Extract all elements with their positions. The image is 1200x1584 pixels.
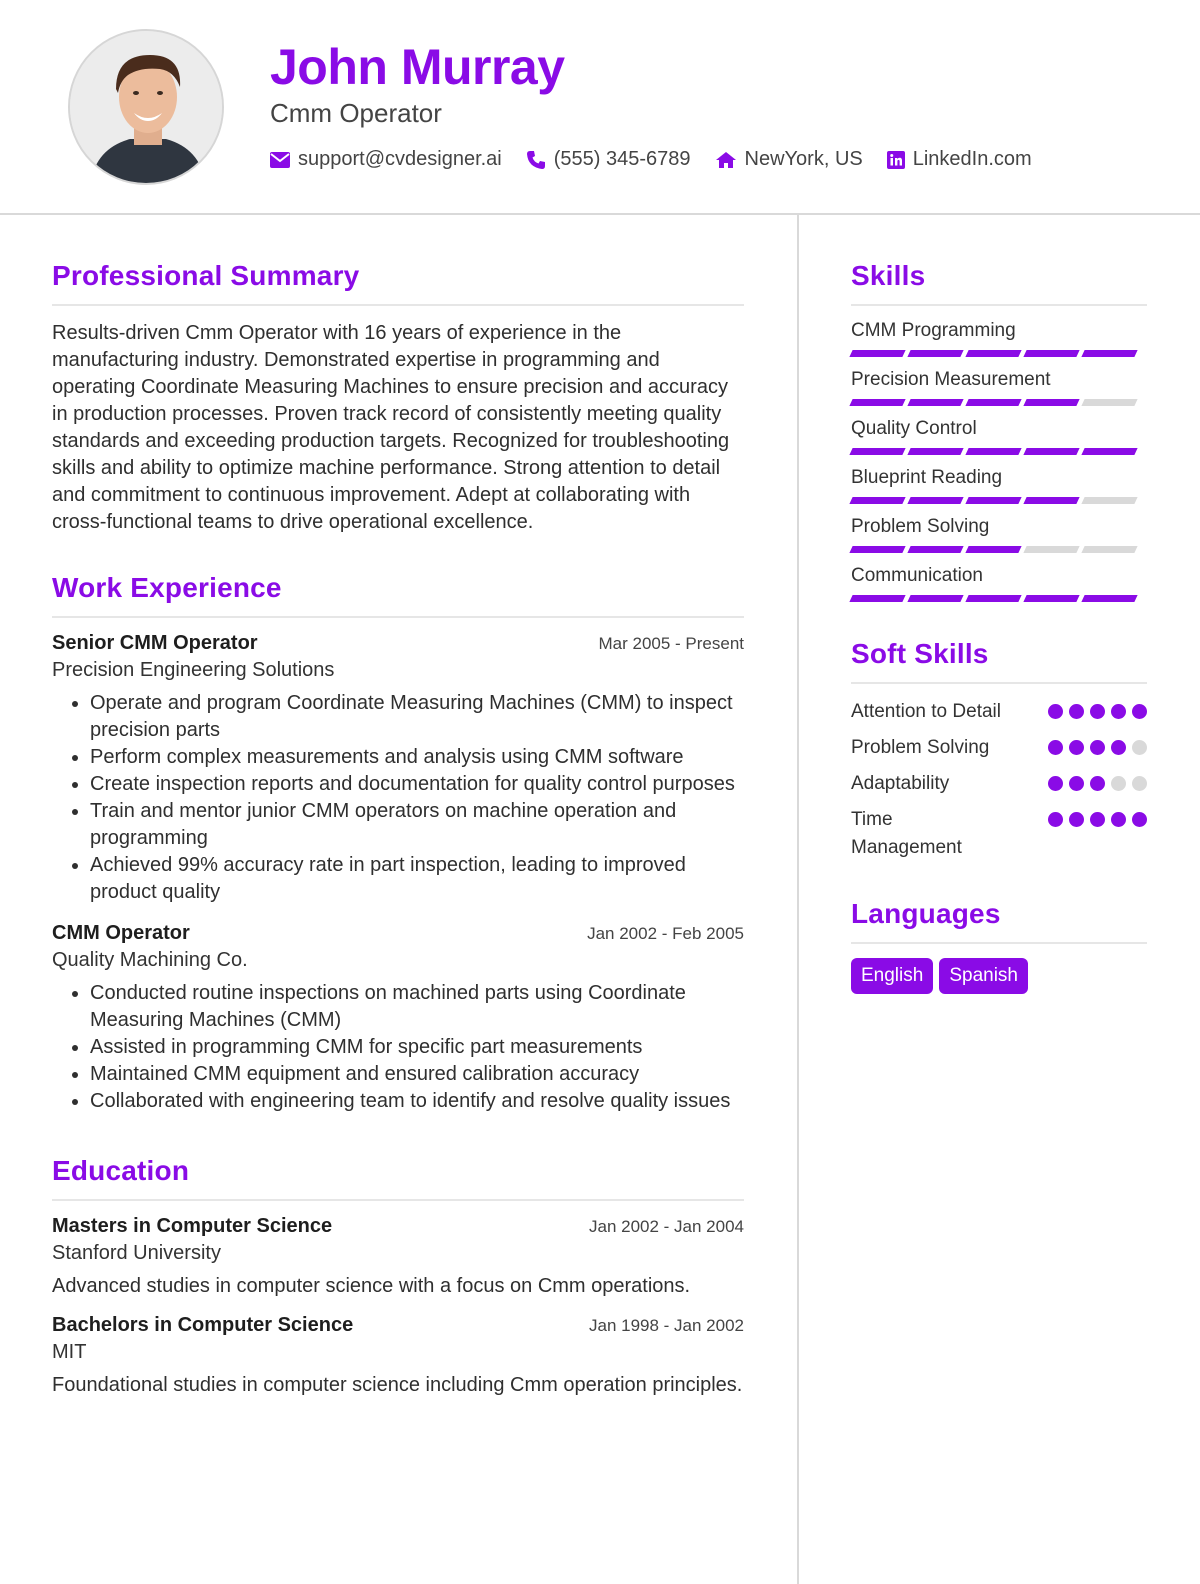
contact-linkedin[interactable]: [887, 148, 1032, 171]
skill-level-segment: [1023, 448, 1079, 455]
job-entry: [52, 632, 744, 906]
main-column: [52, 260, 744, 1413]
rating-dot: [1069, 776, 1084, 791]
skill-level-segment: [1023, 595, 1079, 602]
envelope-icon: [270, 152, 290, 168]
skill-level-segment: [1023, 350, 1079, 357]
soft-skill-rating: [1042, 776, 1147, 791]
rating-dot: [1132, 704, 1147, 719]
education-entry: [52, 1314, 744, 1399]
job-bullet: • Maintained CMM equipment and ensured calibration accuracy: [90, 1061, 744, 1088]
skill-level-segment: [849, 497, 905, 504]
job-bullet: • Operate and program Coordinate Measuring Machines (CMM) to inspect precision parts: [90, 690, 744, 744]
job-bullet: • Collaborated with engineering team to identify and resolve quality issues: [90, 1088, 744, 1115]
job-bullets: [52, 980, 744, 1115]
job-title: CMM Operator: [52, 922, 190, 944]
skill-level-segment: [907, 399, 963, 406]
skill-level-segment: [1081, 546, 1137, 553]
job-bullets: [52, 690, 744, 906]
soft-skill-rating: [1042, 740, 1147, 755]
skill-level-segment: [1081, 448, 1137, 455]
rating-dot: [1069, 812, 1084, 827]
rating-dot: [1132, 776, 1147, 791]
skill-level-bar: [851, 546, 1147, 553]
experience-section: [52, 572, 744, 1115]
skill-level-segment: [1023, 546, 1079, 553]
skills-section: [851, 260, 1147, 602]
education-description: Advanced studies in computer science with a focus on Cmm operations.: [52, 1275, 691, 1297]
rating-dot: [1132, 740, 1147, 755]
sidebar-column: [851, 260, 1147, 994]
soft-skill-name: Attention to Detail: [851, 701, 1001, 722]
skill-name: Problem Solving: [851, 516, 990, 537]
skill-level-bar: [851, 399, 1147, 406]
skill-level-segment: [1081, 350, 1137, 357]
job-bullet: • Perform complex measurements and analysis using CMM software: [90, 744, 744, 771]
skill-level-segment: [849, 448, 905, 455]
rating-dot: [1048, 704, 1063, 719]
soft-skill-item: [851, 770, 1147, 798]
skill-level-bar: [851, 350, 1147, 357]
job-entry: [52, 922, 744, 1115]
skill-name: Communication: [851, 565, 983, 586]
skill-level-segment: [965, 497, 1021, 504]
skill-level-bar: [851, 497, 1147, 504]
summary-section: [52, 260, 744, 536]
school-name: Stanford University: [52, 1242, 221, 1264]
skill-level-segment: [849, 350, 905, 357]
contact-phone[interactable]: [526, 148, 691, 171]
skill-item: [851, 320, 1147, 357]
column-divider: [797, 215, 799, 1584]
avatar: [68, 29, 224, 185]
resume-header: [0, 0, 1200, 215]
skill-level-segment: [965, 546, 1021, 553]
soft-skills-section: [851, 638, 1147, 862]
contact-location: [715, 148, 863, 171]
soft-skill-name: Time Management: [851, 809, 962, 858]
soft-skill-rating: [1042, 812, 1147, 827]
education-date: Jan 1998 - Jan 2002: [588, 1316, 744, 1335]
language-tag: English: [851, 958, 933, 994]
education-section: [52, 1155, 744, 1399]
skill-level-segment: [1081, 595, 1137, 602]
soft-skill-item: [851, 734, 1147, 762]
degree-title: Masters in Computer Science: [52, 1215, 333, 1237]
contact-phone-text: (555) 345-6789: [553, 148, 691, 170]
skill-level-segment: [849, 399, 905, 406]
rating-dot: [1090, 812, 1105, 827]
candidate-name: John Murray: [270, 39, 565, 95]
job-bullet: • Create inspection reports and documentation for quality control purposes: [90, 771, 744, 798]
soft-skill-item: [851, 698, 1147, 726]
soft-skill-name: Problem Solving: [851, 737, 990, 758]
soft-skills-list: [851, 698, 1147, 862]
skill-item: [851, 516, 1147, 553]
skills-list: [851, 320, 1147, 602]
school-name: MIT: [52, 1341, 87, 1363]
job-title: Senior CMM Operator: [52, 632, 258, 654]
education-date: Jan 2002 - Jan 2004: [588, 1217, 744, 1236]
skill-level-segment: [1023, 497, 1079, 504]
education-heading: Education: [52, 1155, 744, 1201]
summary-heading: Professional Summary: [52, 260, 744, 306]
rating-dot: [1132, 812, 1147, 827]
degree-title: Bachelors in Computer Science: [52, 1314, 354, 1336]
skill-name: Quality Control: [851, 418, 977, 439]
job-bullet: • Conducted routine inspections on machined parts using Coordinate Measuring Machines (CMM): [90, 980, 744, 1034]
job-date: Mar 2005 - Present: [598, 634, 744, 653]
job-bullet: • Assisted in programming CMM for specific part measurements: [90, 1034, 744, 1061]
skill-level-segment: [965, 350, 1021, 357]
summary-text: Results-driven Cmm Operator with 16 years of experience in the manufacturing industry. Demonstrated expertise in programming and operating Coordinate Measuring Machines to ensure precision and accuracy in production processes. Proven track record of consistently meeting quality standards and exceeding production targets. Recognized for troubleshooting skills and ability to optimize machine performance. Strong attention to detail and commitment to continuous improvement. Adept at collaborating with cross-functional teams to drive operational excellence.: [52, 322, 730, 533]
rating-dot: [1069, 740, 1084, 755]
education-entry: [52, 1215, 744, 1300]
soft-skill-item: [851, 806, 1147, 862]
phone-icon: [526, 150, 546, 170]
contact-email-text: support@cvdesigner.ai: [298, 148, 502, 170]
languages-heading: Languages: [851, 898, 1147, 944]
contact-list: [270, 148, 1056, 171]
skill-level-segment: [1023, 399, 1079, 406]
home-icon: [715, 151, 737, 169]
skill-level-bar: [851, 448, 1147, 455]
linkedin-icon: [887, 151, 905, 169]
rating-dot: [1090, 704, 1105, 719]
job-company: Quality Machining Co.: [52, 949, 248, 971]
skill-level-segment: [1081, 399, 1137, 406]
skill-level-segment: [965, 595, 1021, 602]
rating-dot: [1048, 740, 1063, 755]
rating-dot: [1111, 812, 1126, 827]
skill-name: CMM Programming: [851, 320, 1016, 341]
skill-item: [851, 369, 1147, 406]
contact-location-text: NewYork, US: [744, 148, 863, 170]
rating-dot: [1048, 776, 1063, 791]
soft-skill-rating: [1042, 704, 1147, 719]
skill-name: Precision Measurement: [851, 369, 1051, 390]
skill-level-segment: [907, 350, 963, 357]
language-tag: Spanish: [939, 958, 1028, 994]
soft-skills-heading: Soft Skills: [851, 638, 1147, 684]
skill-level-segment: [965, 448, 1021, 455]
job-date: Jan 2002 - Feb 2005: [587, 924, 744, 943]
skill-level-segment: [907, 546, 963, 553]
soft-skill-name: Adaptability: [851, 773, 950, 794]
skills-heading: Skills: [851, 260, 1147, 306]
job-bullet: • Train and mentor junior CMM operators on machine operation and programming: [90, 798, 744, 852]
languages-list: [851, 958, 1147, 994]
experience-heading: Work Experience: [52, 572, 744, 618]
skill-item: [851, 467, 1147, 504]
rating-dot: [1090, 740, 1105, 755]
rating-dot: [1111, 704, 1126, 719]
skill-level-segment: [907, 448, 963, 455]
languages-section: [851, 898, 1147, 994]
contact-linkedin-text: LinkedIn.com: [912, 148, 1032, 170]
rating-dot: [1069, 704, 1084, 719]
skill-level-segment: [849, 595, 905, 602]
rating-dot: [1090, 776, 1105, 791]
skill-level-bar: [851, 595, 1147, 602]
rating-dot: [1111, 740, 1126, 755]
skill-item: [851, 418, 1147, 455]
skill-level-segment: [849, 546, 905, 553]
education-description: Foundational studies in computer science including Cmm operation principles.: [52, 1374, 743, 1396]
skill-item: [851, 565, 1147, 602]
contact-email[interactable]: [270, 148, 502, 171]
profile-photo-icon: [70, 31, 224, 185]
candidate-role: Cmm Operator: [270, 98, 442, 128]
skill-level-segment: [965, 399, 1021, 406]
job-company: Precision Engineering Solutions: [52, 659, 335, 681]
rating-dot: [1111, 776, 1126, 791]
skill-level-segment: [1081, 497, 1137, 504]
job-bullet: • Achieved 99% accuracy rate in part inspection, leading to improved product quality: [90, 852, 744, 906]
skill-name: Blueprint Reading: [851, 467, 1003, 488]
rating-dot: [1048, 812, 1063, 827]
skill-level-segment: [907, 497, 963, 504]
skill-level-segment: [907, 595, 963, 602]
